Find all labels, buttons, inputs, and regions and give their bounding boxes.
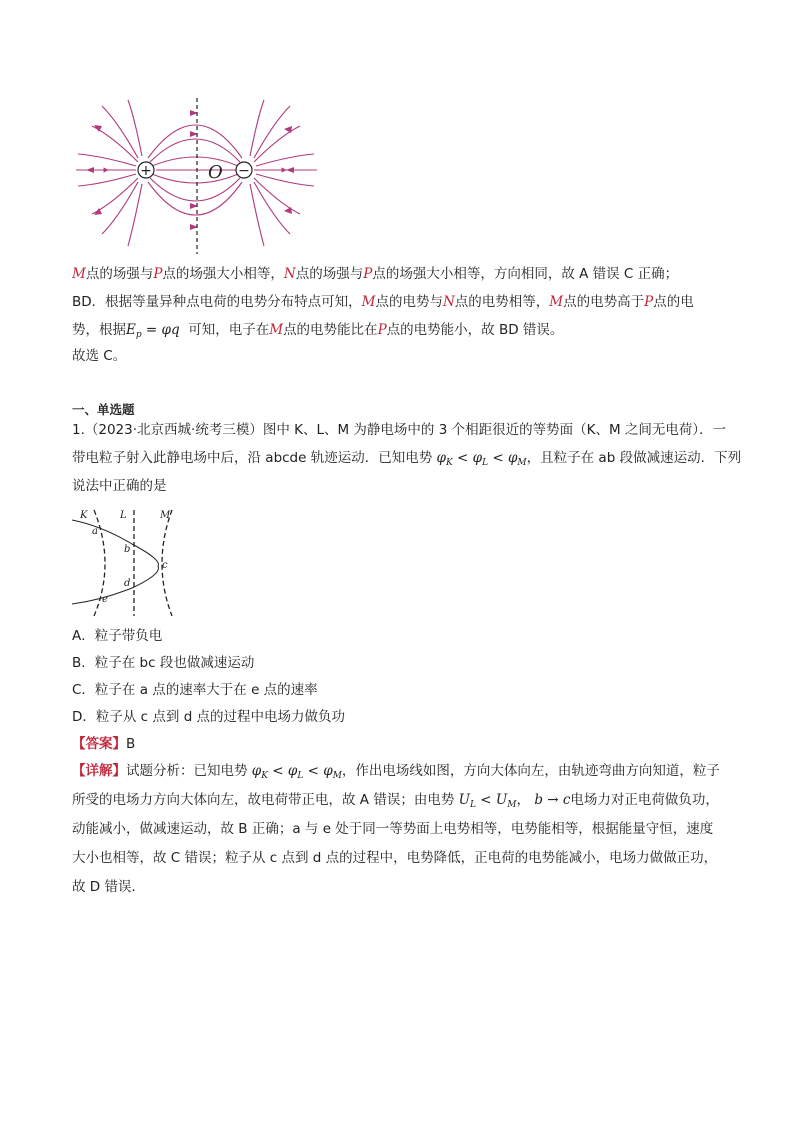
explanation-line-1: M点的场强与P点的场强大小相等，N点的场强与P点的场强大小相等，方向相同，故 A 错误 C 正确； [72, 266, 679, 282]
option-c: C．粒子在 a 点的速率大于在 e 点的速率 [72, 682, 318, 698]
detail-line-1: 【详解】试题分析：已知电势 $\varphi_K < \varphi_L < \varphi_M$，作出电场线如图，方向大体向左，由轨迹弯曲方向知道，粒子 [72, 763, 720, 781]
dipole-field-figure [72, 96, 322, 256]
option-a: A．粒子带负电 [72, 628, 163, 644]
plus-charge-sign: + [140, 163, 152, 179]
section-title: 一、单选题 [72, 402, 135, 417]
question-line-1: 1.（2023·北京西城·统考三模）图中 K、L、M 为静电场中的 3 个相距很近的等势面（K、M 之间无电荷）．一 [72, 422, 727, 438]
explanation-line-3: 势，根据$E_p = \varphi q$ 可知，电子在M点的电势能比在P点的电势能小，故 BD 错误。 [72, 322, 564, 340]
center-label-o: O [208, 162, 223, 183]
question-line-3: 说法中正确的是 [72, 478, 167, 494]
explanation-line-2: BD．根据等量异种点电荷的电势分布特点可知，M点的电势与N点的电势相等，M点的电势高于P点的电 [72, 294, 694, 310]
label-k: K [80, 510, 88, 521]
detail-line-5: 故 D 错误． [72, 879, 145, 895]
label-c: c [162, 560, 168, 571]
label-m: M [160, 510, 171, 521]
label-l: L [120, 510, 127, 521]
minus-charge-sign: − [238, 163, 250, 179]
detail-line-4: 大小也相等，故 C 错误；粒子从 c 点到 d 点的过程中，电势降低，正电荷的电势能减小，电场力做做正功， [72, 850, 718, 866]
label-a: a [92, 526, 98, 537]
equipotential-figure [72, 506, 192, 618]
label-b: b [124, 544, 131, 555]
detail-line-3: 动能减小，做减速运动，故 B 正确；a 与 e 处于同一等势面上电势相等，电势能相等，根据能量守恒，速度 [72, 821, 714, 837]
detail-line-2: 所受的电场力方向大体向左，故电荷带正电，故 A 错误；由电势 $U_L < U_M$， b → c电场力对正电荷做负功， [72, 792, 719, 810]
question-line-2: 带电粒子射入此静电场中后，沿 abcde 轨迹运动．已知电势 $\varphi_K < \varphi_L < \varphi_M$，且粒子在 ab 段做减速运动．下列 [72, 450, 742, 468]
option-b: B．粒子在 bc 段也做减速运动 [72, 655, 255, 671]
option-d: D．粒子从 c 点到 d 点的过程中电场力做负功 [72, 709, 346, 725]
label-e: e [102, 594, 108, 605]
label-d: d [124, 578, 131, 589]
answer-line: 【答案】B [72, 736, 136, 752]
explanation-line-4: 故选 C。 [72, 348, 127, 364]
